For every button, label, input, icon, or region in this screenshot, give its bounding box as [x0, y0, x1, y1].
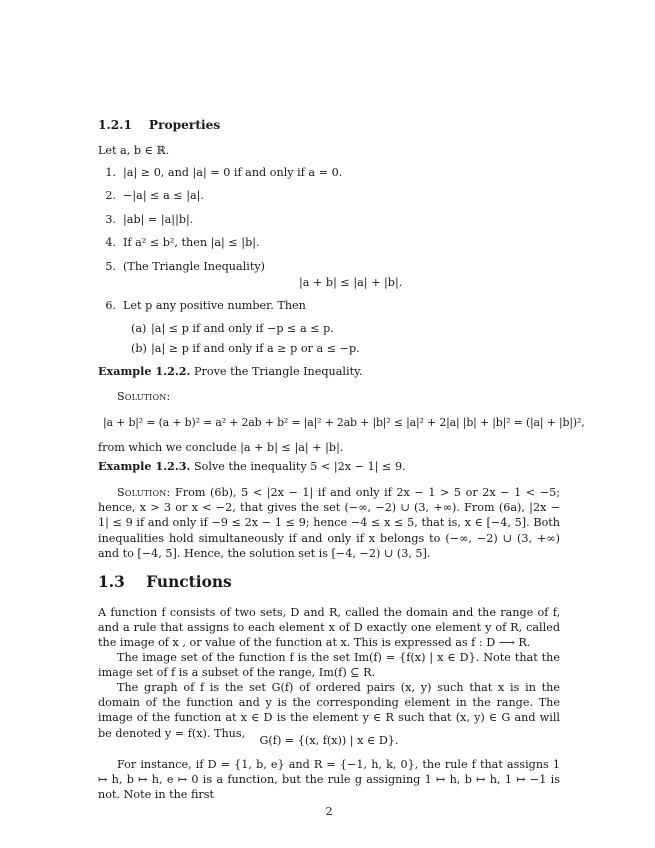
subsection-number: 1.2.1: [98, 118, 132, 132]
sub-list-item: (a) |a| ≤ p if and only if −p ≤ a ≤ p.: [131, 322, 334, 335]
example-label: Example 1.2.2.: [98, 364, 191, 378]
solution-label: Solution:: [117, 486, 171, 499]
page-number: 2: [325, 805, 333, 818]
graph-equation: G(f) = {(x, f(x)) | x ∈ D}.: [259, 734, 399, 747]
section-title: Functions: [146, 573, 232, 591]
example-statement: Example 1.2.3. Solve the inequality 5 < |2x − 1| ≤ 9.: [98, 459, 406, 473]
list-item: 5. (The Triangle Inequality): [105, 260, 266, 273]
solution-label: Solution:: [117, 390, 171, 403]
list-item: 1. |a| ≥ 0, and |a| = 0 if and only if a = 0.: [105, 166, 343, 179]
solution-equation: |a + b|² = (a + b)² = a² + 2ab + b² = |a|² + 2ab + |b|² ≤ |a|² + 2|a| |b| + |b|² = (|a| + |b|)²,: [103, 416, 585, 429]
paragraph-image-set: The image set of the function f is the set Im(f) = {f(x) | x ∈ D}. Note that the image set of f is a subset of the range, Im(f) ⊆ R.: [98, 651, 560, 680]
list-item: 4. If a² ≤ b², then |a| ≤ |b|.: [105, 236, 260, 249]
example-statement: Example 1.2.2. Prove the Triangle Inequality.: [98, 364, 363, 378]
list-item: 3. |ab| = |a||b|.: [105, 213, 194, 226]
intro-text: Let a, b ∈ ℝ.: [98, 144, 170, 157]
example-label: Example 1.2.3.: [98, 459, 191, 473]
sub-list-item: (b) |a| ≥ p if and only if a ≥ p or a ≤ −p.: [131, 342, 360, 355]
solution-conclusion: from which we conclude |a + b| ≤ |a| + |b|.: [98, 441, 344, 454]
paragraph-instance: For instance, if D = {1, b, e} and R = {−1, h, k, 0}, the rule f that assigns 1 ↦ h, b ↦ h, e ↦ 0 is a function, but the rule g assigning 1 ↦ h, b ↦ h, 1 ↦ −1 is not. Note in the first: [98, 758, 560, 802]
list-item: 2. −|a| ≤ a ≤ |a|.: [105, 189, 204, 202]
subsection-title: Properties: [148, 118, 221, 132]
section-number: 1.3: [98, 573, 125, 591]
list-item: 6. Let p any positive number. Then: [105, 299, 306, 312]
subsection-heading: [98, 118, 220, 133]
triangle-inequality-equation: |a + b| ≤ |a| + |b|.: [299, 276, 403, 289]
section-heading: [98, 575, 232, 590]
solution-paragraph: Solution: From (6b), 5 < |2x − 1| if and only if 2x − 1 > 5 or 2x − 1 < −5; hence, x > 3 or x < −2, that gives the set (−∞, −2) ∪ (3, +∞). From (6a), |2x − 1| ≤ 9 if and only if −9 ≤ 2x − 1 ≤ 9; hence −4 ≤ x ≤ 5, that is, x ∈ [−4, 5]. Both inequalities hold simultaneously if and only if x belongs to (−∞, −2) ∪ (3, +∞) and to [−4, 5]. Hence, the solution set is [−4, −2) ∪ (3, 5].: [98, 486, 560, 560]
paragraph-function-definition: A function f consists of two sets, D and R, called the domain and the range of f, and a rule that assigns to each element x of D exactly one element y of R, called the image of x , or value of the function at x. This is expressed as f : D ⟶ R.: [98, 606, 560, 650]
paragraph-graph: The graph of f is the set G(f) of ordered pairs (x, y) such that x is in the domain of the function and y is the corresponding element in the range. The image of the function at x ∈ D is the element y ∈ R such that (x, y) ∈ G and will be denoted y = f(x). Thus,: [98, 681, 560, 740]
